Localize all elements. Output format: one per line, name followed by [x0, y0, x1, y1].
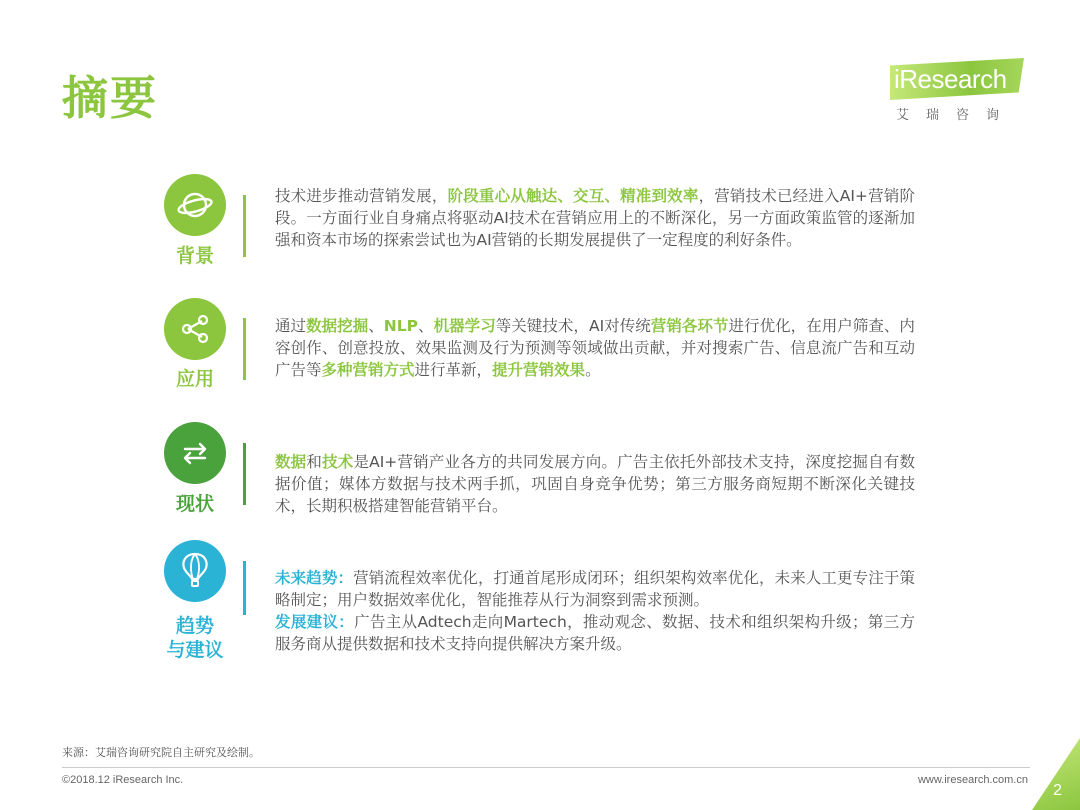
body-text: 通过 — [275, 317, 307, 335]
body-text: ，营销技术已经进入AI+营销阶段。一方面行业自身痛点将驱动AI技术在营销应用上的不断深化，另一方面政策监管的逐渐加强和资本市场的探索尝试也为AI营销的长期发展提供了一定程度的利好条件。 — [275, 187, 915, 249]
section-label: 应用 — [175, 368, 214, 390]
highlight-heading: 发展建议： — [275, 613, 355, 631]
section-label: 趋势 与建议 — [166, 615, 224, 661]
highlight-text: 多种营销方式 — [321, 361, 415, 379]
body-text: 、 — [418, 317, 434, 335]
section-label: 背景 — [175, 245, 214, 267]
highlight-text: 数据挖掘 — [306, 317, 369, 335]
page-number: 2 — [1053, 782, 1062, 799]
share-icon — [164, 298, 226, 360]
exchange-arrows-icon — [164, 422, 226, 484]
highlight-text: NLP — [383, 317, 418, 335]
logo-subtitle: 艾瑞咨询 — [896, 108, 1017, 123]
source-note: 来源：艾瑞咨询研究院自主研究及绘制。 — [62, 746, 260, 759]
body-text: 进行革新， — [414, 361, 493, 379]
footer-divider — [62, 767, 1030, 768]
body-text: 是AI+营销产业各方的共同发展方向。广告主依托外部技术支持，深度挖掘自有数据价值；媒体方数据与技术两手抓，巩固自身竞争优势；第三方服务商短期不断深化关键技术，长期积极搭建智能营销平台。 — [275, 453, 915, 515]
body-text: 。 — [585, 361, 601, 379]
copyright: ©2018.12 iResearch Inc. — [62, 774, 184, 786]
highlight-text: 阶段重心从触达、交互、精准到效率 — [447, 187, 699, 205]
website-link[interactable]: www.iresearch.com.cn — [917, 774, 1028, 786]
section-text — [275, 315, 915, 381]
body-text: 等关键技术，AI对传统 — [495, 317, 651, 335]
planet-icon — [164, 174, 226, 236]
highlight-heading: 未来趋势： — [275, 569, 354, 587]
body-text: 和 — [306, 453, 323, 471]
body-text: 进行优化，在用户筛查、内容创作、创意投放、效果监测及行为预测等领域做出贡献，并对搜索广告、信息流广告和互动广告等 — [275, 317, 915, 379]
logo-name: iResearch — [894, 64, 1007, 94]
highlight-text: 机器学习 — [433, 317, 496, 335]
section-text — [275, 567, 915, 655]
body-text: 、 — [368, 317, 384, 335]
section-divider — [243, 561, 246, 615]
body-text: 技术进步推动营销发展， — [275, 187, 448, 205]
section-text — [275, 451, 915, 517]
highlight-text: 技术 — [322, 453, 354, 471]
hot-air-balloon-icon — [164, 540, 226, 602]
page-title: 摘要 — [62, 71, 158, 125]
highlight-text: 数据 — [275, 453, 307, 471]
highlight-text: 营销各环节 — [650, 317, 729, 335]
body-text: 营销流程效率优化，打通首尾形成闭环；组织架构效率优化，未来人工更专注于策略制定；用户数据效率优化，智能推荐从行为洞察到需求预测。 — [275, 569, 915, 609]
section-divider — [243, 443, 246, 505]
section-label: 现状 — [175, 493, 214, 515]
section-text — [275, 185, 915, 251]
body-text: 广告主从Adtech走向Martech，推动观念、数据、技术和组织架构升级；第三方服务商从提供数据和技术支持向提供解决方案升级。 — [275, 613, 915, 653]
highlight-text: 提升营销效果 — [492, 361, 586, 379]
iresearch-logo — [890, 58, 1030, 128]
section-divider — [243, 318, 246, 380]
section-divider — [243, 195, 246, 257]
